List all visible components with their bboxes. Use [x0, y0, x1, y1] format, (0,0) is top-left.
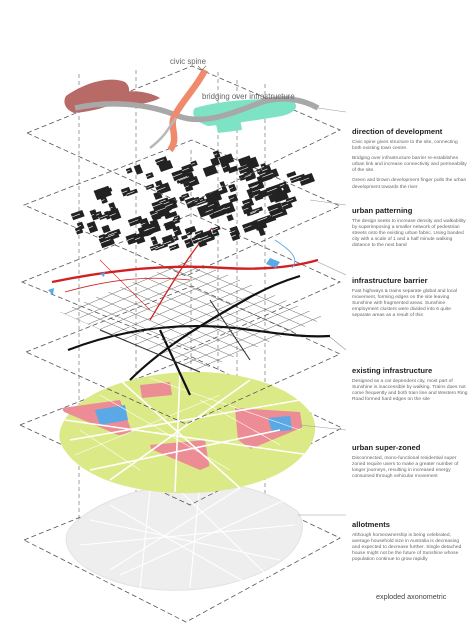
layer-text: Although homeownership is being celebrated, average household size in Australia is decreasing and expected to decrease further. Single detached house might not be the future of Sunshine whose population continue to grow rapidly: [352, 533, 462, 563]
layer-text: Civic spine gives structure to the site, connecting both existing town centre.: [352, 140, 458, 152]
layer-note-allotments: [352, 520, 468, 567]
layer-title: existing infrastructure: [352, 366, 433, 375]
layer-title: urban patterning: [352, 206, 413, 215]
layer-plane-urban-patterning: [24, 140, 340, 276]
layer-plane-infrastructure-barrier: [22, 214, 340, 350]
bridging-label: bridging over infrastructure: [202, 92, 295, 101]
allotment-texture: [66, 482, 302, 590]
layer-note-super-zoned: [352, 443, 468, 484]
layer-title: urban super-zoned: [352, 443, 421, 452]
train-line: [68, 326, 330, 350]
layer-urban-patterning: [24, 140, 340, 276]
layer-title: direction of development: [352, 127, 443, 136]
layer-text: Disconnected, mono-functional residential super zoned require users to make a greater number of longer journeys, resulting in increased energy consumed through vehicular movement: [352, 456, 459, 480]
layer-infrastructure-barrier: [22, 214, 340, 350]
layer-note-infrastructure-barrier: [352, 276, 468, 323]
figure-caption: exploded axonometric: [376, 592, 447, 601]
layer-urban-super-zoned: [20, 357, 342, 505]
layer-text: Designed as a car dependent city, most part of Sunshine is inaccessible by walking. Trains does not come frequently and both train line and Western Ring Road formed hard edges on the site: [352, 379, 468, 403]
layer-text: Bridging over infrastructure barrier re-establishes urban link and increase connectivity and permeability of the site.: [352, 156, 467, 174]
layer-note-direction: [352, 127, 468, 195]
layer-text: Green and brown development finger pulls the urban development towards the river: [352, 178, 467, 190]
layer-text: The design seeks to increase density and walkability by superimposing a smaller network of pedestrian streets onto the existing urban fabric. Using banded city with a scale of 1 and a half minute walking distance to the next band: [352, 219, 466, 249]
green-development-finger: [193, 99, 296, 126]
layer-note-patterning: [352, 206, 468, 253]
layer-note-existing-infrastructure: [352, 366, 468, 407]
layer-text: Fast highways & trains separate global and local movement, forming edges on the site leaving Sunshine with fragmented areas. Sunshine employment clusters were divided into 6 quite separate areas as a result of this: [352, 289, 457, 319]
layer-title: allotments: [352, 520, 390, 529]
civic-spine-label: civic spine: [170, 57, 206, 66]
layer-title: infrastructure barrier: [352, 276, 428, 285]
